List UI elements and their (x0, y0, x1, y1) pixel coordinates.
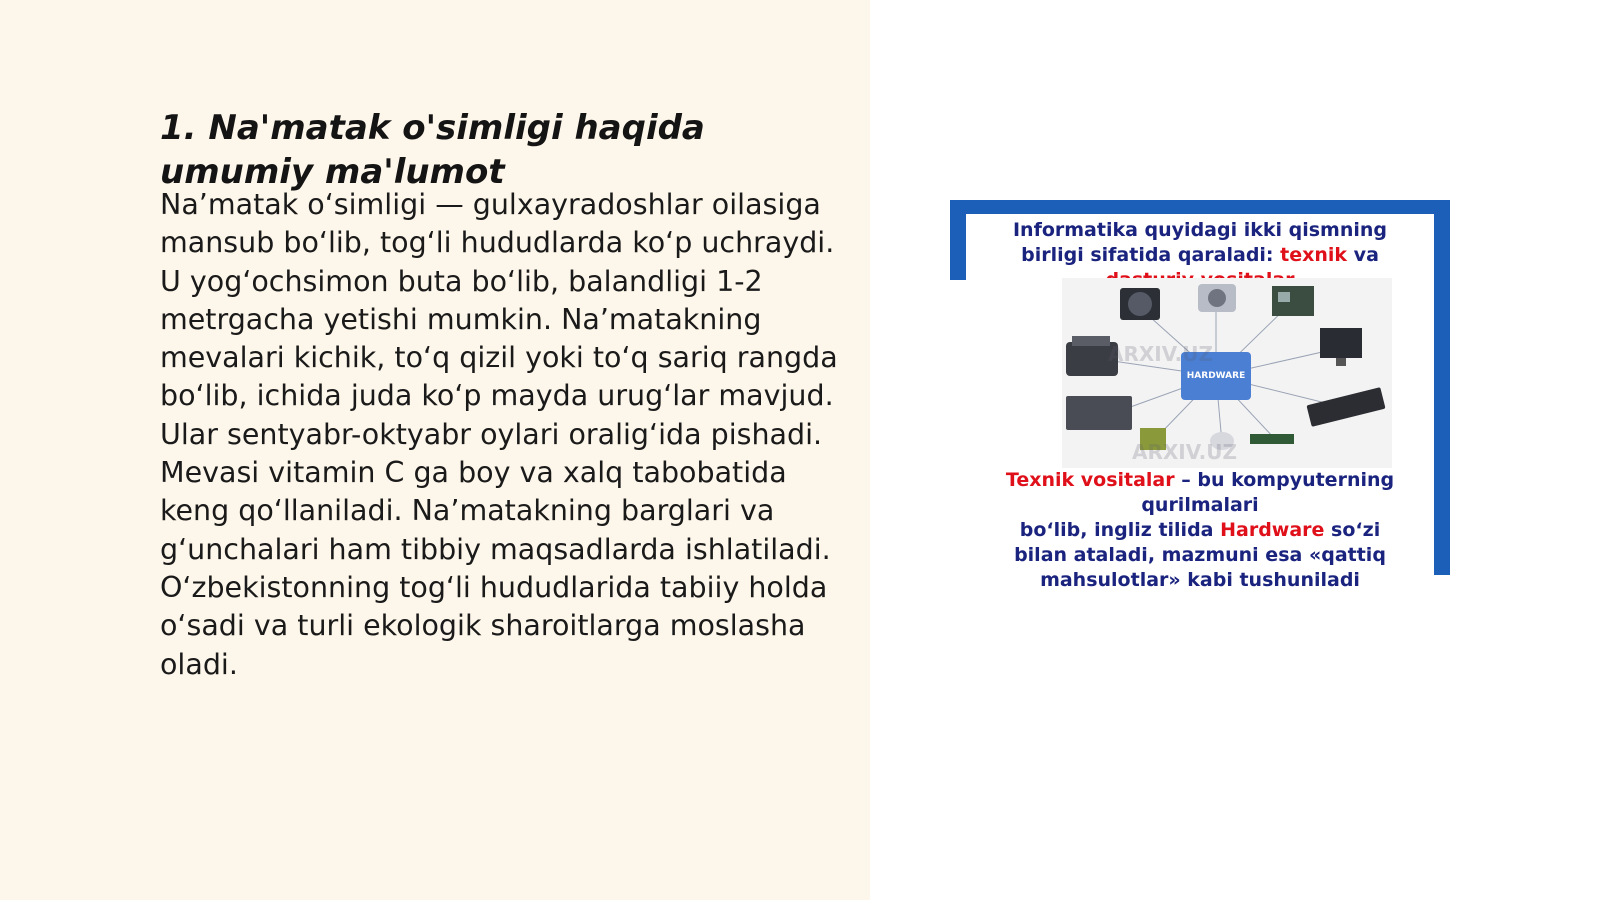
hardware-diagram (1062, 278, 1392, 468)
frame-right-bar (1434, 200, 1450, 575)
image-bottom-line-1b: – bu kompyuterning (1174, 469, 1395, 491)
frame-left-bar (950, 200, 966, 280)
image-top-red-word: texnik (1280, 244, 1348, 266)
image-top-line-2b: va (1347, 244, 1379, 266)
image-bottom-line-1 (966, 468, 1434, 493)
image-top-line-2 (966, 243, 1434, 268)
image-bottom-line-4: bilan ataladi, mazmuni esa «qattiq (1014, 544, 1386, 566)
image-content (966, 214, 1434, 591)
watermark-1: ARXIV.UZ (1108, 342, 1213, 366)
image-bottom-line-5: mahsulotlar» kabi tushuniladi (1040, 569, 1360, 591)
hardware-infographic-image (950, 200, 1450, 591)
image-bottom-red-hardware: Hardware (1220, 519, 1325, 541)
image-bottom-line-3a: bo‘lib, ingliz tilida (1019, 519, 1221, 541)
slide-title: 1. Na'matak o'simligi haqida umumiy ma'lumot (160, 108, 705, 192)
diagram-center-box: HARDWARE (1181, 352, 1251, 400)
image-bottom-line-3 (966, 518, 1434, 543)
image-top-line-2a: birligi sifatida qaraladi: (1021, 244, 1281, 266)
image-top-line-1: Informatika quyidagi ikki qismning (1012, 219, 1388, 241)
frame-top-bar (950, 200, 1450, 214)
image-bottom-line-3b: so‘zi (1324, 519, 1381, 541)
image-bottom-line-2: qurilmalari (1141, 494, 1259, 516)
image-bottom-text (966, 468, 1434, 593)
watermark-2: ARXIV.UZ (1132, 440, 1237, 464)
slide-body-text: Na’matak o‘simligi — gulxayradoshlar oilasiga mansub bo‘lib, tog‘li hududlarda ko‘p uchraydi. U yog‘ochsimon buta bo‘lib, balandligi 1-2 metrgacha yetishi mumkin. Na’matakning mevalari kichik, to‘q qizil yoki to‘q sariq rangda bo‘lib, ichida juda ko‘p mayda urug‘lar mavjud. Ular sentyabr-oktyabr oylari oralig‘ida pishadi. Mevasi vitamin C ga boy va xalq tabobatida keng qo‘llaniladi. Na’matakning barglari va g‘unchalari ham tibbiy maqsadlarda ishlatiladi. O‘zbekistonning tog‘li hududlarida tabiiy holda o‘sadi va turli ekologik sharoitlarga moslasha oladi. (160, 188, 838, 681)
image-bottom-red-term: Texnik vositalar (1005, 469, 1175, 491)
